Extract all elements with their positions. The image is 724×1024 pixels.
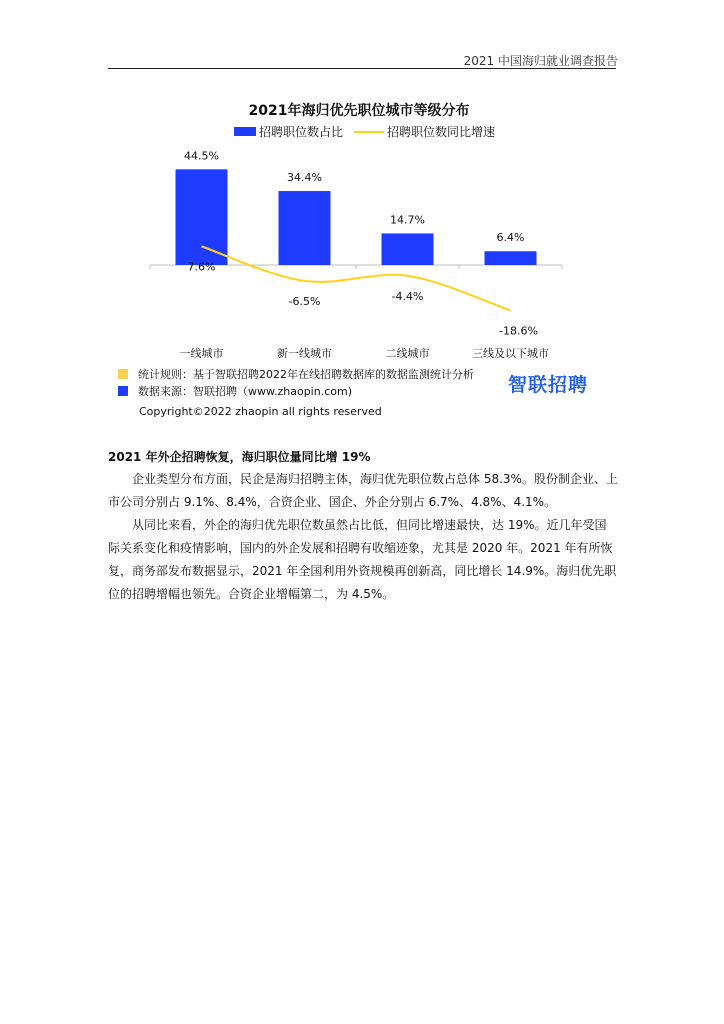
- header-rule: [108, 68, 616, 69]
- copyright-text: Copyright©2022 zhaopin all rights reserved: [139, 405, 382, 418]
- line-data-label: -6.5%: [288, 294, 321, 308]
- chart-plot: [150, 149, 562, 360]
- city-tier-chart: [108, 90, 578, 360]
- body-text: [108, 468, 618, 606]
- line-data-label: -18.6%: [499, 324, 538, 338]
- paragraph: 从同比来看，外企的海归优先职位数虽然占比低，但同比增速最快，达 19%。近几年受国际关系变化和疫情影响，国内的外企发展和招聘有收缩迹象，尤其是 2020 年。2021 年有所恢复，商务部发布数据显示，2021 年全国利用外资规模再创新高，同比增长 14.9%。海归优先职位的招聘增幅也领先。合资企业增幅第二，为 4.5%。: [108, 518, 617, 601]
- line-data-label: 7.6%: [187, 260, 216, 274]
- line-data-label: -4.4%: [391, 289, 424, 303]
- bar: [485, 251, 537, 265]
- category-label: 一线城市: [179, 347, 224, 360]
- category-label: 新一线城市: [277, 347, 332, 360]
- zhaopin-logo: 智联招聘: [508, 374, 589, 396]
- paragraph: 企业类型分布方面，民企是海归招聘主体，海归优先职位数占总体 58.3%。股份制企业、上市公司分别占 9.1%、8.4%，合资企业、国企、外企分别占 6.7%、4.8%、4.1%。: [108, 472, 618, 509]
- chart-legend: [234, 124, 495, 139]
- category-label: 二线城市: [385, 347, 430, 360]
- bar: [279, 191, 331, 265]
- category-label: 三线及以下城市: [472, 347, 549, 360]
- growth-line: [202, 246, 511, 310]
- bar-data-label: 14.7%: [390, 213, 425, 227]
- bar-data-label: 6.4%: [496, 231, 525, 245]
- data-source-text: 数据来源：智联招聘（www.zhaopin.com): [138, 384, 352, 398]
- chart-title: 2021年海归优先职位城市等级分布: [248, 103, 470, 119]
- bar-data-label: 34.4%: [287, 171, 322, 185]
- data-source-swatch: [118, 386, 128, 396]
- bar-data-label: 44.5%: [184, 149, 219, 163]
- stat-rule-swatch: [118, 369, 128, 379]
- stat-rule-text: 统计规则：基于智联招聘2022年在线招聘数据库的数据监测统计分析: [138, 367, 474, 381]
- legend-line-label: 招聘职位数同比增速: [387, 125, 496, 139]
- bar: [382, 233, 434, 265]
- bar: [176, 169, 228, 265]
- legend-bar-swatch: [234, 127, 256, 136]
- report-header-title: 2021 中国海归就业调查报告: [463, 54, 618, 68]
- legend-bar-label: 招聘职位数占比: [259, 125, 344, 139]
- section-heading: 2021 年外企招聘恢复，海归职位量同比增 19%: [108, 450, 371, 464]
